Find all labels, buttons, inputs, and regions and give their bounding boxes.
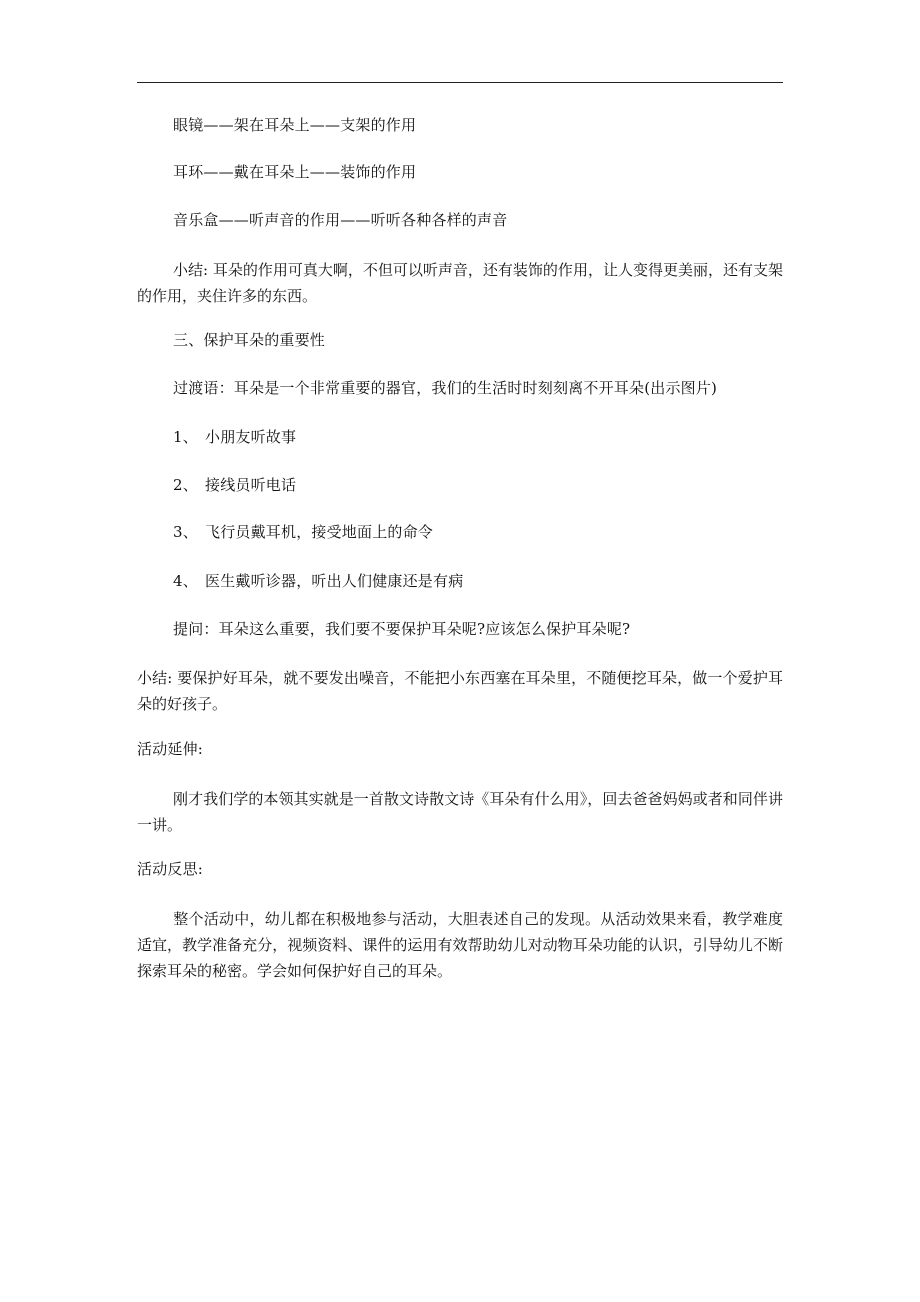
list-item — [173, 521, 433, 543]
question-line: 提问：耳朵这么重要，我们要不要保护耳朵呢?应该怎么保护耳朵呢? — [173, 620, 631, 638]
reflection-text: 整个活动中，幼儿都在积极地参与活动，大胆表述自己的发现。从活动效果来看，教学难度适宜，教学准备充分，视频资料、课件的运用有效帮助幼儿对动物耳朵功能的认识，引导幼儿不断探索耳朵的秘密。学会如何保护好自己的耳朵。 — [137, 910, 783, 980]
summary-paragraph-2: 小结: 要保护好耳朵，就不要发出噪音，不能把小东西塞在耳朵里，不随便挖耳朵，做一个爱护耳朵的好孩子。 — [137, 669, 783, 713]
list-item-number: 1、 — [173, 428, 198, 446]
list-item-text: 小朋友听故事 — [205, 428, 297, 446]
list-item-number: 2、 — [173, 476, 198, 494]
list-item-number: 4、 — [173, 572, 198, 590]
extension-paragraph — [137, 786, 783, 838]
list-item-text: 飞行员戴耳机，接受地面上的命令 — [205, 523, 434, 541]
summary-text-1: 小结: 耳朵的作用可真大啊，不但可以听声音，还有装饰的作用，让人变得更美丽，还有支架的作用，夹住许多的东西。 — [137, 261, 783, 305]
list-item — [173, 474, 296, 496]
list-item — [173, 426, 296, 448]
list-item-number: 3、 — [173, 523, 198, 541]
header-rule — [137, 82, 783, 83]
glasses-line: 眼镜——架在耳朵上——支架的作用 — [173, 116, 417, 134]
transition-line: 过渡语：耳朵是一个非常重要的器官，我们的生活时时刻刻离不开耳朵(出示图片) — [173, 379, 718, 397]
reflection-paragraph — [137, 906, 783, 984]
list-item-text: 接线员听电话 — [205, 476, 297, 494]
musicbox-line: 音乐盒——听声音的作用——听听各种各样的声音 — [173, 211, 508, 229]
reflection-heading: 活动反思: — [137, 860, 204, 878]
earring-line: 耳环——戴在耳朵上——装饰的作用 — [173, 163, 417, 181]
list-item — [173, 570, 463, 592]
extension-heading: 活动延伸: — [137, 740, 204, 758]
section-heading-3: 三、保护耳朵的重要性 — [173, 331, 326, 349]
summary-paragraph-1 — [137, 257, 783, 309]
extension-text: 刚才我们学的本领其实就是一首散文诗散文诗《耳朵有什么用》，回去爸爸妈妈或者和同伴讲一讲。 — [137, 790, 783, 834]
list-item-text: 医生戴听诊器，听出人们健康还是有病 — [205, 572, 464, 590]
